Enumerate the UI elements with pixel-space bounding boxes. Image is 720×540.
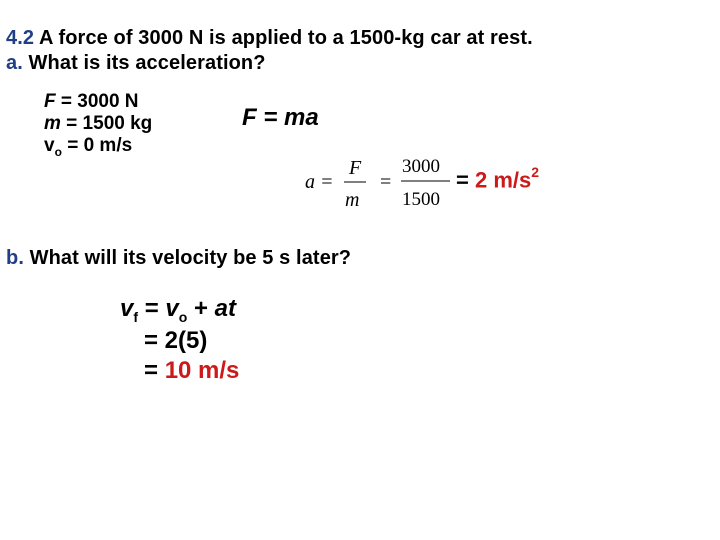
eq-den-value: 1500 bbox=[402, 189, 440, 210]
part-b-text: What will its velocity be 5 s later? bbox=[23, 247, 352, 269]
velocity-answer: 10 m/s bbox=[164, 357, 240, 384]
eq-num-value: 3000 bbox=[402, 156, 440, 177]
eq-lhs: a = bbox=[305, 171, 334, 193]
plus-sign: + bbox=[187, 295, 215, 322]
given-block bbox=[44, 91, 152, 158]
part-b-question bbox=[6, 247, 351, 270]
at-term: at bbox=[214, 295, 237, 322]
eq-den-symbol: m bbox=[345, 189, 360, 211]
vf-equals: = bbox=[138, 295, 166, 322]
step3-equals: = bbox=[144, 357, 165, 384]
part-b-letter: b. bbox=[6, 247, 24, 269]
vf-subscript: f bbox=[133, 309, 139, 325]
mass-symbol: m bbox=[44, 113, 61, 134]
v0-subscript: o bbox=[54, 145, 62, 159]
acceleration-result bbox=[456, 166, 539, 193]
result-value: 2 m/s bbox=[474, 167, 532, 193]
problem-statement bbox=[6, 27, 533, 50]
result-equals: = bbox=[456, 167, 475, 193]
given-mass bbox=[44, 113, 152, 135]
v0-symbol: v bbox=[44, 135, 55, 156]
force-value: = 3000 N bbox=[55, 91, 139, 112]
part-a-text: What is its acceleration? bbox=[22, 52, 266, 74]
part-a-question bbox=[6, 52, 266, 75]
velocity-step-2: = 2(5) bbox=[144, 327, 208, 354]
vo-subscript: o bbox=[178, 309, 188, 325]
acceleration-equation bbox=[300, 148, 460, 212]
eq-second-equals: = bbox=[380, 171, 392, 193]
given-force bbox=[44, 91, 152, 113]
result-exponent: 2 bbox=[531, 164, 540, 180]
vf-symbol: v bbox=[120, 295, 134, 322]
mass-value: = 1500 kg bbox=[60, 113, 153, 134]
given-initial-velocity bbox=[44, 135, 152, 158]
vo-symbol: v bbox=[165, 295, 179, 322]
eq-num-symbol: F bbox=[349, 157, 362, 179]
problem-number: 4.2 bbox=[6, 27, 35, 49]
force-symbol: F bbox=[44, 91, 56, 112]
velocity-step-3 bbox=[144, 356, 239, 386]
newton-second-law: F = ma bbox=[242, 104, 319, 131]
part-a-letter: a. bbox=[6, 52, 23, 74]
velocity-formula bbox=[120, 294, 236, 326]
problem-text: A force of 3000 N is applied to a 1500-kg car at rest. bbox=[34, 27, 533, 49]
v0-value: = 0 m/s bbox=[61, 135, 133, 156]
